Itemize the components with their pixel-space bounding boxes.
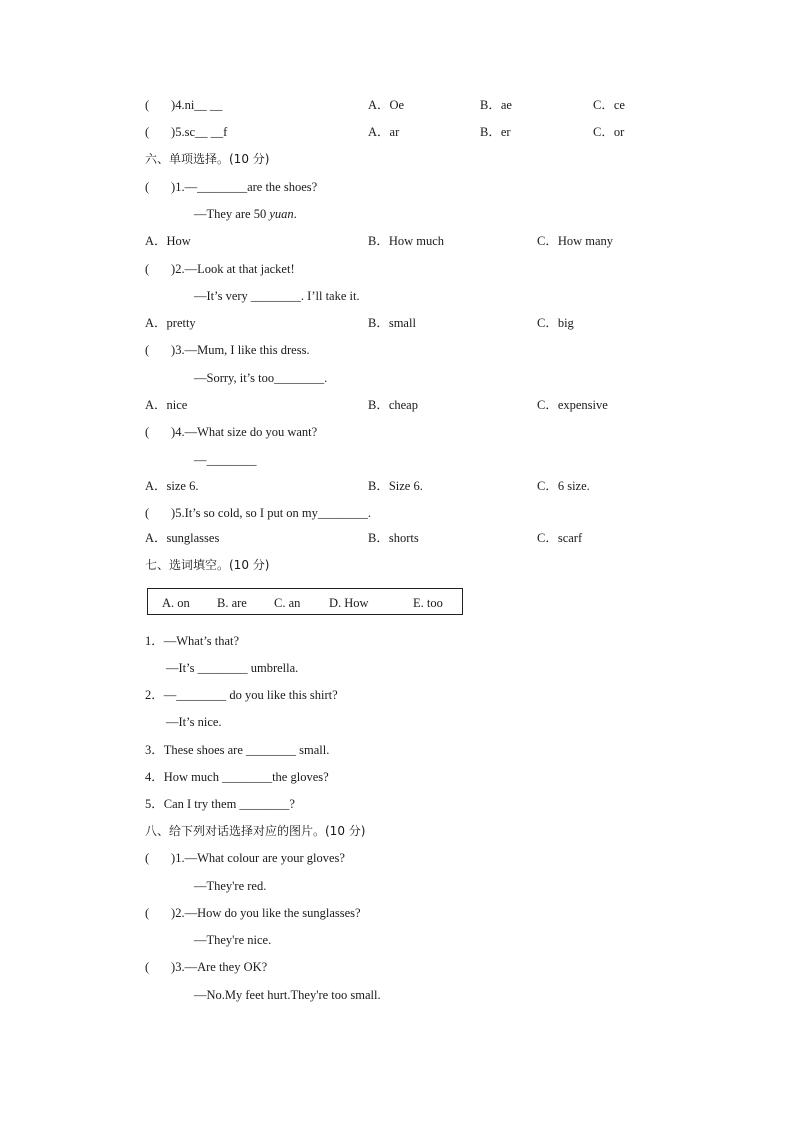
fill-item: 1．—What’s that? (145, 634, 240, 648)
option-a: A．ar (368, 125, 400, 139)
option-c: C．How many (537, 234, 614, 248)
question-reply: —They're nice. (194, 933, 272, 947)
option-a: A．sunglasses (145, 531, 220, 545)
question-stem: ( )4.—What size do you want? (145, 425, 318, 439)
option-c: C．ce (593, 98, 625, 112)
word-option: C. an (274, 596, 301, 610)
option-b: B．shorts (368, 531, 419, 545)
question-reply: —Sorry, it’s too________. (194, 371, 328, 385)
question-reply: —They're red. (194, 879, 267, 893)
word-option: D. How (329, 596, 369, 610)
fill-item-reply: —It’s nice. (166, 715, 222, 729)
option-c: C．big (537, 316, 574, 330)
section-heading: 六、单项选择。(10 分) (145, 152, 270, 166)
word-option: B. are (217, 596, 247, 610)
fill-item: 3．These shoes are ________ small. (145, 743, 330, 757)
option-b: B．How much (368, 234, 445, 248)
option-b: B．small (368, 316, 416, 330)
word-option: E. too (413, 596, 443, 610)
fill-item-reply: —It’s ________ umbrella. (166, 661, 299, 675)
option-c: C．6 size. (537, 479, 590, 493)
fill-item: 4．How much ________the gloves? (145, 770, 329, 784)
question-stem: ( )2.—How do you like the sunglasses? (145, 906, 361, 920)
option-a: A．Oe (368, 98, 405, 112)
question-stem: ( )2.—Look at that jacket! (145, 262, 295, 276)
word-option: A. on (162, 596, 190, 610)
question-stem: ( )1.—________are the shoes? (145, 180, 318, 194)
question-reply: —It’s very ________. I’ll take it. (194, 289, 360, 303)
question-reply: —________ (194, 453, 257, 467)
option-c: C．expensive (537, 398, 608, 412)
question-reply: —They are 50 yuan. (194, 207, 297, 221)
word-bank-box (147, 588, 463, 615)
fill-item: 5．Can I try them ________? (145, 797, 295, 811)
option-b: B．Size 6. (368, 479, 423, 493)
fill-item: 2．—________ do you like this shirt? (145, 688, 338, 702)
option-b: B．er (480, 125, 511, 139)
option-a: A．How (145, 234, 191, 248)
option-a: A．size 6. (145, 479, 199, 493)
question-stem: ( )3.—Mum, I like this dress. (145, 343, 310, 357)
question-stem: ( )4.ni__ __ (145, 98, 223, 112)
section-heading: 八、给下列对话选择对应的图片。(10 分) (145, 824, 366, 838)
option-c: C．scarf (537, 531, 583, 545)
question-stem: ( )3.—Are they OK? (145, 960, 268, 974)
option-a: A．pretty (145, 316, 196, 330)
option-c: C．or (593, 125, 625, 139)
section-heading: 七、选词填空。(10 分) (145, 558, 270, 572)
question-stem: ( )1.—What colour are your gloves? (145, 851, 345, 865)
option-a: A．nice (145, 398, 188, 412)
question-stem: ( )5.sc__ __f (145, 125, 228, 139)
option-b: B．ae (480, 98, 512, 112)
question-reply: —No.My feet hurt.They're too small. (194, 988, 381, 1002)
option-b: B．cheap (368, 398, 418, 412)
question-stem: ( )5.It’s so cold, so I put on my________. (145, 506, 372, 520)
